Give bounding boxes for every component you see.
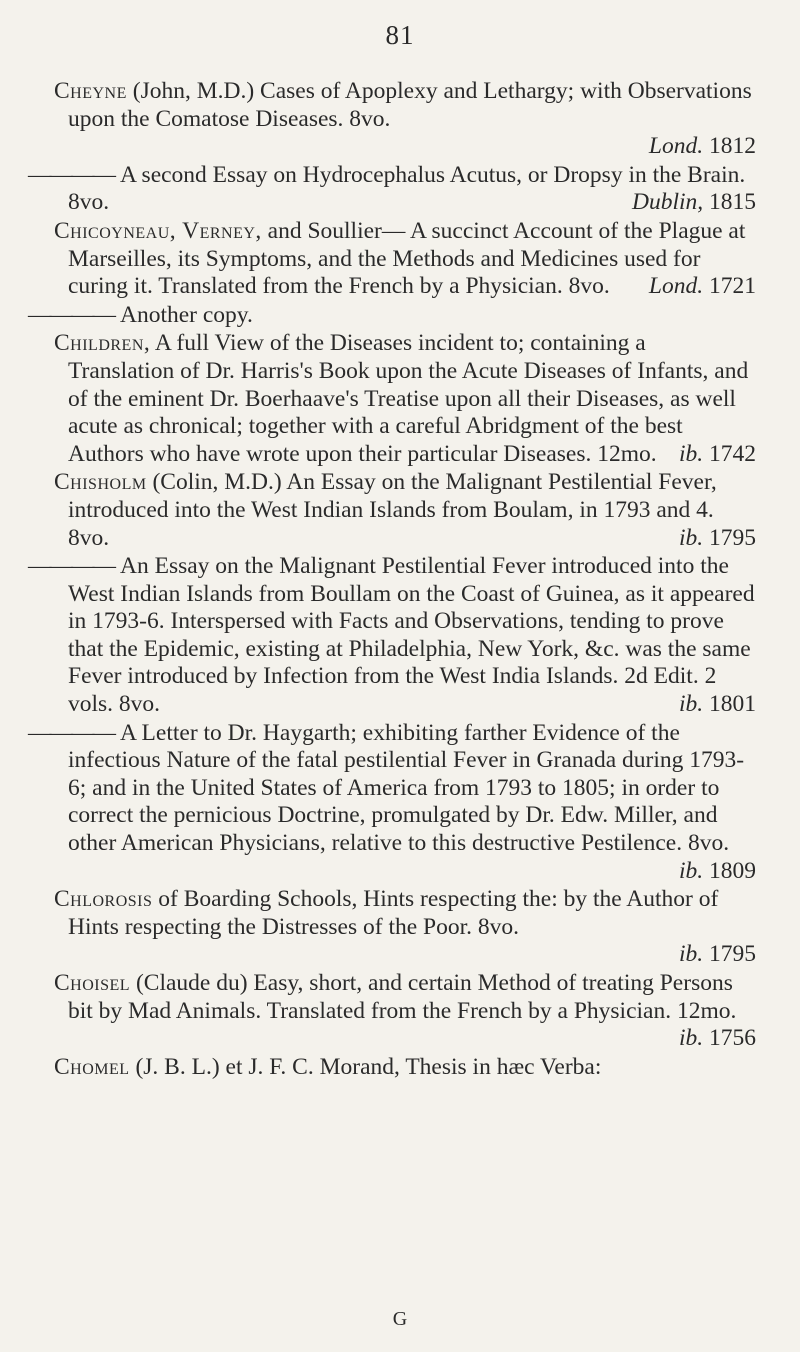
entry-year: 1812 (709, 133, 756, 160)
entry-year: 1815 (709, 189, 756, 216)
entry-imprint (678, 524, 756, 553)
catalogue-entry (28, 301, 756, 330)
entry-heading: Chlorosis (54, 886, 153, 913)
entry-place: Lond. (648, 133, 704, 160)
entry-text: of Boarding Schools, Hints respecting the: by the Author of Hints respecting the Distresses of the Poor. 8vo. (68, 886, 719, 940)
entry-year: 1742 (709, 440, 756, 467)
entry-imprint (648, 273, 756, 301)
page-number: 81 (385, 20, 415, 50)
entry-dash: ———— (28, 719, 114, 746)
catalogue-entry (48, 78, 756, 161)
entry-place: ib. (678, 524, 704, 551)
entry-place: ib. (678, 440, 704, 467)
entry-year: 1795 (709, 941, 756, 968)
entry-text: A second Essay on Hydrocephalus Acutus, or Dropsy in the Brain. 8vo. (68, 161, 746, 216)
entry-text: (J. B. L.) et J. F. C. Morand, Thesis in hæc Verba: (129, 1053, 602, 1080)
entry-heading: Children, (54, 330, 151, 357)
signature-mark: G (392, 1308, 408, 1330)
entry-text: A full View of the Diseases incident to; containing a Translation of Dr. Harris's Book upon the Acute Diseases of Infants, and of the eminent Dr. Boerhaave's Treatise upon all their Diseases, as well acute as chronical; together with a careful Abridgment of the best Authors who have wrote upon their particular Diseases. 12mo. (68, 330, 749, 467)
catalogue-entry (48, 218, 756, 301)
entry-year: 1756 (709, 1025, 756, 1052)
entry-imprint (678, 440, 756, 469)
catalogue-entry (48, 1054, 756, 1082)
entry-text: and Soullier— A succinct Account of the Plague at Marseilles, its Symptoms, and the Methods and Medicines used for curing it. Translated from the French by a Physician. 8vo. (68, 217, 746, 300)
entry-place: ib. (678, 1025, 704, 1052)
entry-text: (John, M.D.) Cases of Apoplexy and Lethargy; with Observations upon the Comatose Diseases. 8vo. (68, 78, 752, 132)
entry-imprint (68, 941, 756, 969)
entry-heading: Chomel (54, 1053, 130, 1080)
entry-text: Another copy. (120, 301, 253, 328)
catalogue-entry (48, 970, 756, 1053)
entry-text: A Letter to Dr. Haygarth; exhibiting farther Evidence of the infectious Nature of the fatal pestilential Fever in Granada during 1793-6; and in the United States of America from 1793 to 1805; in order to correct the pernicious Doctrine, promulgated by Dr. Edw. Miller, and other American Physicians, relative to this destructive Pestilence. 8vo. (68, 719, 745, 857)
entry-imprint (631, 189, 756, 217)
entry-year: 1809 (709, 857, 756, 884)
entry-year: 1801 (709, 691, 756, 718)
entry-dash: ———— (28, 553, 114, 580)
entry-place: ib. (678, 857, 704, 884)
entry-imprint (678, 1025, 756, 1053)
entry-year: 1795 (709, 524, 756, 551)
catalogue-entry (48, 886, 756, 969)
entry-text: (Claude du) Easy, short, and certain Method of treating Persons bit by Mad Animals. Translated from the French by a Physician. 12mo. (68, 970, 737, 1024)
catalogue-entry (48, 330, 756, 468)
entry-text: An Essay on the Malignant Pestilential Fever introduced into the West Indian Islands from Boullam on the Coast of Guinea, as it appeared in 1793-6. Interspersed with Facts and Observations, tending to prove that the Epidemic, existing at Philadelphia, New York, &c. was the same Fever introduced by Infection from the West India Islands. 2d Edit. 2 vols. 8vo. (68, 553, 755, 718)
entry-year: 1721 (709, 273, 756, 300)
catalogue-entry (28, 719, 756, 886)
catalogue-entry (48, 469, 756, 552)
entry-place: ib. (678, 941, 704, 968)
entry-dash: ———— (28, 301, 114, 328)
entry-heading: Choisel (54, 970, 131, 996)
entry-place: ib. (678, 691, 704, 718)
entry-place: Dublin, (631, 189, 704, 216)
entry-imprint (678, 857, 756, 886)
entry-imprint (678, 691, 756, 719)
entry-imprint (68, 133, 756, 161)
catalogue-entry (28, 553, 756, 719)
entry-place: Lond. (648, 273, 704, 300)
entry-heading: Cheyne (54, 78, 127, 104)
entry-heading: Chicoyneau, Verney, (54, 217, 262, 244)
catalogue-entries (28, 78, 756, 1081)
catalogue-entry (28, 161, 756, 217)
entry-heading: Chisholm (54, 469, 147, 496)
entry-dash: ———— (28, 161, 114, 188)
entry-text: (Colin, M.D.) An Essay on the Malignant Pestilential Fever, introduced into the West Indian Islands from Boulam, in 1793 and 4. 8vo. (68, 469, 717, 551)
